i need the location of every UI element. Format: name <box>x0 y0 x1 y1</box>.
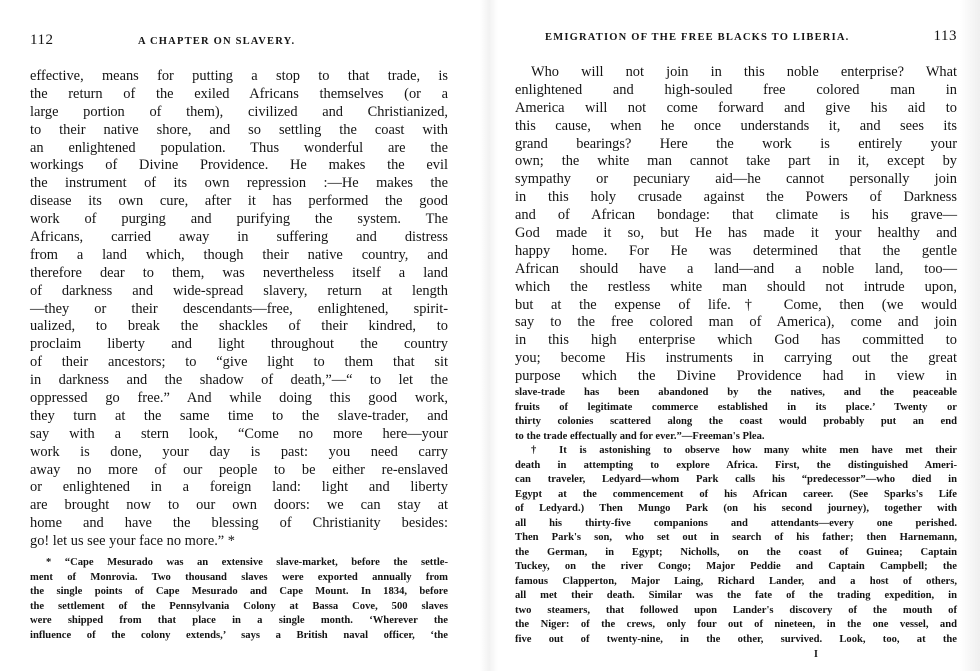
text-line: of darkness and wide-spread slavery, return at length <box>30 282 448 299</box>
left-page-header <box>30 32 448 54</box>
footnote-line: death in attempting to explore Africa. First, the distinguished Ameri- <box>515 459 957 471</box>
footnote-line: Then Park's son, who set out in search of his father; then Harnemann, <box>515 532 957 544</box>
footnote-line: Tuckey, on the river Congo; Major Peddie and Captain Campbell; the <box>515 561 957 573</box>
text-line: this cause, when he once understands it, and sees its <box>515 117 957 134</box>
text-line: sympathy or pecuniary aid—he cannot personally join <box>515 171 957 188</box>
footnote-line: fruits of legitimate commerce established in its place.’ Twenty or <box>515 401 957 413</box>
footnote-line: slave-trade has been abandoned by the natives, and the peaceable <box>515 387 957 399</box>
text-line: large portion of them), civilized and Christianized, <box>30 103 448 120</box>
running-head-left: A CHAPTER ON SLAVERY. <box>138 36 296 47</box>
text-line: in this holy crusade against the Powers of Darkness <box>515 189 957 206</box>
text-line: purpose which the Divine Providence had in view in <box>515 368 957 385</box>
text-line: to their native shore, and so settling the coast with <box>30 121 448 138</box>
text-line: enlightened and high-souled free colored man in <box>515 81 957 98</box>
text-line: go! let us see your face no more.” * <box>30 533 235 550</box>
footnote-line: famous Clapperton, Major Laing, Richard Lander, and a host of others, <box>515 575 957 587</box>
text-line: God made it so, but He has made it your healthy and <box>515 225 957 242</box>
text-line: proclaim liberty and light throughout the country <box>30 336 448 353</box>
text-line: the instrument of its own repression :—He makes the <box>30 175 448 192</box>
text-line: work of purging and purifying the system. The <box>30 211 448 228</box>
text-line: oppressed go free.” And while doing this good work, <box>30 390 448 407</box>
text-line: are brought now to our own doors: we can stay at <box>30 497 448 514</box>
text-line: disease its own cure, after it has performed the good <box>30 193 448 210</box>
footnote-line: were shipped from that place in a single month. ‘Wherever the <box>30 615 448 627</box>
footnote-line: influence of the colony extends,’ says a British naval officer, ‘the <box>30 629 448 641</box>
text-line: the return of the exiled Africans themselves (or a <box>30 85 448 102</box>
right-page <box>505 0 975 671</box>
text-line: in this high enterprise which God has committed to <box>515 332 957 349</box>
footnote-line: the settlement of the Pennsylvania Colony at Bassa Cove, 500 slaves <box>30 600 448 612</box>
footnote-line: all met their death. Similar was the fate of the trading expedition, in <box>515 590 957 602</box>
text-line: but at the expense of life.† Come, then (we would <box>515 296 957 313</box>
text-line: Who will not join in this noble enterprise? What <box>531 64 957 80</box>
text-line: of their ancestors; to “give light to them that sit <box>30 354 448 371</box>
left-body-text <box>30 68 448 551</box>
right-footnote-continuation <box>515 386 957 444</box>
text-line: happy home. For He was determined that the gentle <box>515 242 957 259</box>
text-line: or enlightened in a foreign land: light and liberty <box>30 479 448 496</box>
text-line: away no more of our people to be either re-enslaved <box>30 461 448 478</box>
text-line: an enlightened population. Thus wonderful are the <box>30 139 448 156</box>
text-line: African should have a land—and a noble land, too— <box>515 260 957 277</box>
text-line: America will not come forward and give his aid to <box>515 99 957 116</box>
footnote-line: the German, in Egypt; Nicholls, on the coast of Guinea; Captain <box>515 546 957 558</box>
text-line: Africans, carried away in suffering and distress <box>30 229 448 246</box>
footnote-line: ment of Monrovia. Two thousand slaves were exported annually from <box>30 571 448 583</box>
text-line: work is done, your day is past: you need carry <box>30 443 448 460</box>
text-line: own; the white man cannot take part in it, except by <box>515 153 957 170</box>
footnote-line: two steamers, that followed upon Lander's discovery of the mouth of <box>515 604 957 616</box>
footnote-line: of Ledyard.) Then Mungo Park (on his second journey), together with <box>515 503 957 515</box>
text-line: they turn at the same time to the slave-trader, and <box>30 407 448 424</box>
running-head-right: EMIGRATION OF THE FREE BLACKS TO LIBERIA. <box>545 32 850 43</box>
footnote-line: thirty colonies scattered along the coast would probably put an end <box>515 416 957 428</box>
text-line: in darkness and the shadow of death,”—“ to let the <box>30 372 448 389</box>
text-line: workings of Divine Providence. He makes the evil <box>30 157 448 174</box>
text-line: say with a stern look, “Come no more here—your <box>30 425 448 442</box>
right-footnote-dagger <box>515 444 957 647</box>
text-line: —they or their descendants—free, enlightened, spirit- <box>30 300 448 317</box>
page-number-left: 112 <box>30 32 54 48</box>
book-gutter <box>480 0 498 671</box>
text-line: say to the free colored man of America), come and join <box>515 314 957 331</box>
footnote-line: † It is astonishing to observe how many white men have met their <box>531 445 957 457</box>
footnote-line: * “Cape Mesurado was an extensive slave-market, before the settle- <box>46 557 448 569</box>
text-line: ualized, to break the shackles of their kindred, to <box>30 318 448 335</box>
text-line: you; become His instruments in carrying out the great <box>515 350 957 367</box>
text-line: from a land which, though their native country, and <box>30 246 448 263</box>
right-page-header <box>515 28 957 50</box>
footnote-line: five out of twenty-nine, in the other, survived. Look, too, at the <box>515 633 957 645</box>
footnote-line: the Niger: of the crews, only four out of nineteen, in the one vessel, and <box>515 619 957 631</box>
text-line: home and have the blessing of Christianity besides: <box>30 515 448 532</box>
footnote-line: to the trade effectually and for ever.”—Freeman's Plea. <box>515 430 765 442</box>
page-number-right: 113 <box>933 28 957 44</box>
left-footnote <box>30 556 448 643</box>
signature-mark: I <box>814 649 818 661</box>
right-body-text <box>515 64 957 386</box>
footnote-line: Egypt at the commencement of his African career. (See Sparks's Life <box>515 488 957 500</box>
text-line: therefore dear to them, was nevertheless itself a land <box>30 264 448 281</box>
text-line: which the restless white man should not intrude upon, <box>515 278 957 295</box>
footnote-line: can traveler, Ledyard—whom Park calls his “predecessor”—who died in <box>515 474 957 486</box>
footnote-line: all his thirty-five companions and attendants—every one perished. <box>515 517 957 529</box>
footnote-line: the single points of Cape Mesurado and Cape Mount. In 1834, before <box>30 586 448 598</box>
text-line: and of African bondage: that climate is his grave— <box>515 207 957 224</box>
text-line: grand bearings? Here the work is entirely your <box>515 135 957 152</box>
left-page <box>0 0 470 671</box>
text-line: effective, means for putting a stop to that trade, is <box>30 68 448 84</box>
